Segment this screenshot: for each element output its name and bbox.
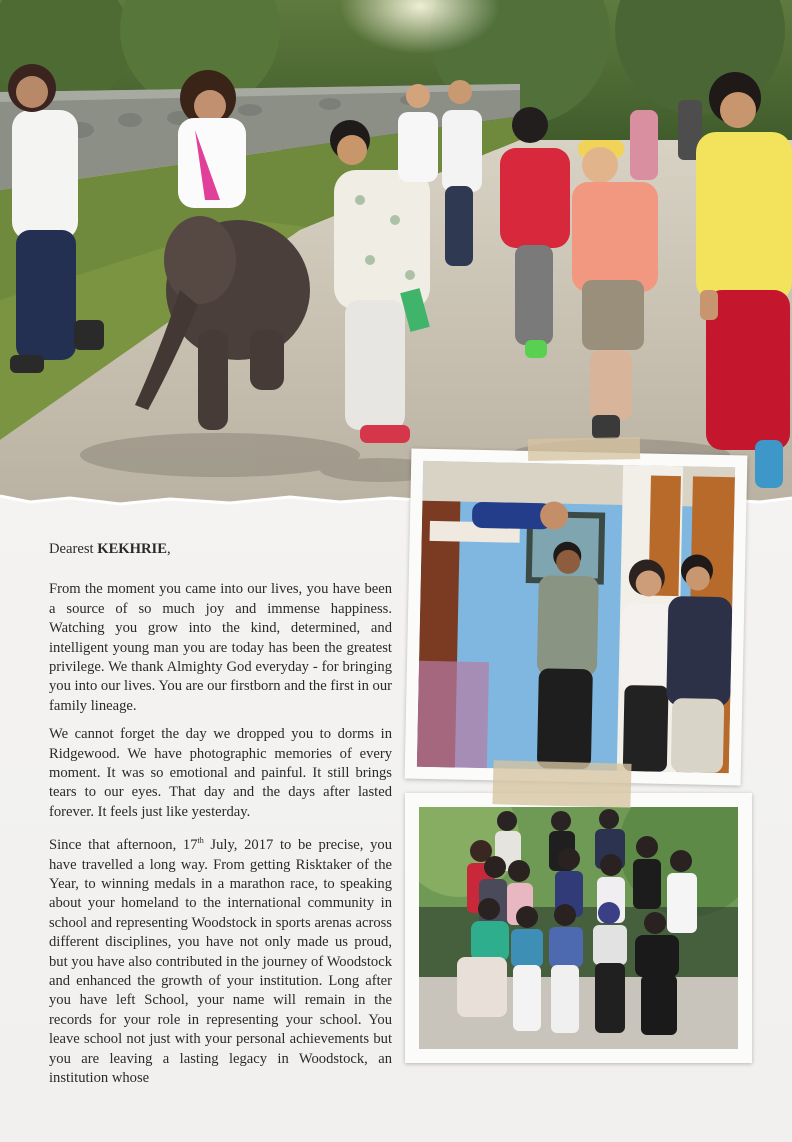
paragraph-3-start: Since that afternoon, 17 [49,837,198,854]
salutation [49,540,392,559]
recipient-name: KEKHRIE [97,541,167,557]
salutation-prefix: Dearest [49,541,98,557]
date-superscript: th [197,836,204,846]
letter-body [49,540,392,1097]
group-photo [405,793,752,1063]
dorm-photo [405,449,748,786]
paragraph-2: We cannot forget the day we dropped you to dorms in Ridgewood. We have photographic memories of every moment. It was so emotional and painful. It still brings tears to our eyes. That day and the days after lasted forever. It feels just like yesterday. [49,726,392,820]
paragraph-3 [49,831,392,1088]
tape-strip-top [528,437,640,461]
paragraph-1: From the moment you came into our lives, you have been a source of so much joy and immense happiness. Watching you grow into the kind, determined, and intelligent young man you are today has been the greatest privilege. We thank Almighty God everyday - for bringing you into our lives. You are our firstborn and the first in our family lineage. [49,581,392,714]
paragraph-3-rest: July, 2017 to be precise, you have travelled a long way. From getting Risktaker of the Year, to winning medals in a marathon race, to speaking about your homeland to the international community in school and representing Woodstock in sports arenas across different disciplines, you have not only made us proud, but you have also contributed in the journey of Woodstock and enhanced the growth of your institution. Long after you have left School, your name will remain in the records for your role in representing your school. You leave school not just with your personal achievements but you are leaving a lasting legacy in Woodstock, an institution whose [49,837,392,1087]
tape-strip-middle [492,760,631,808]
hero-photo [0,0,792,512]
salutation-suffix: , [166,541,171,557]
